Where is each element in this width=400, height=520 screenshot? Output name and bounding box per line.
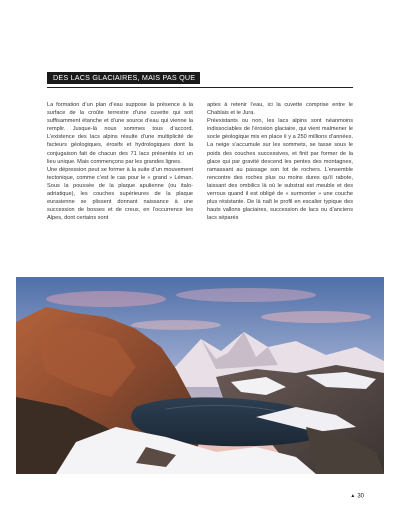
page-number-value: 30 (357, 493, 364, 500)
paragraph: Une dépression peut se former à la suite d’un mouvement tectonique, comme c’est le cas pour le « grand » Léman. Sous la poussée de la plaque apulienne (ou italo-adriatique), les couches supérieures de la plaque eurasienne se plissent donnant naissance à une succession de bosses et de creux, en l’occurrence les Alpes, dont certains sont (47, 166, 193, 222)
landscape-illustration (16, 277, 384, 474)
paragraph: La formation d’un plan d’eau suppose la présence à la surface de la croûte terrestre d’une cuvette qui soit suffisamment étanche et d’une source d’eau qui vienne la remplir. Jusque-là nous sommes tous d’accord. L’existence des lacs alpins résulte d’une multiplicité de facteurs géologiques, érosifs et hydrologiques dont la conjugaison fait de chacun des 71 lacs présentés ici un lieu unique. Mais commençons par les grandes lignes. (47, 102, 193, 165)
text-column-left (47, 101, 193, 222)
section-heading: DES LACS GLACIAIRES, MAIS PAS QUE (47, 72, 200, 84)
paragraph: Préexistants ou non, les lacs alpins sont néanmoins indissociables de l’érosion glaciaire, qui vient malmener le socle géologique mis en place il y a 250 millions d’années. La neige s’accumule sur les sommets, se tasse sous le poids des couches successives, et finit par former de la glace qui par gravité descend les pentes des montagnes, ramassant au passage son lot de rochers. L’ensemble rencontre des roches plus ou moins dures qu’il rabote, laissant des ombilics là où le substrat est meuble et des verrous quand il est obligé de « surmonter » une couche plus résistante. De là naît le profil en escalier typique des hauts vallons glaciaires, succession de lacs ou d’anciens lacs séparés (207, 118, 353, 222)
page-number (350, 493, 364, 500)
alpine-lake-photo (16, 277, 384, 474)
paragraph: aptes à retenir l’eau, ici la cuvette comprise entre le Chablais et le Jura. (207, 102, 353, 117)
text-column-right (207, 101, 353, 222)
heading-rule (47, 87, 353, 88)
triangle-icon: ▲ (350, 493, 356, 499)
